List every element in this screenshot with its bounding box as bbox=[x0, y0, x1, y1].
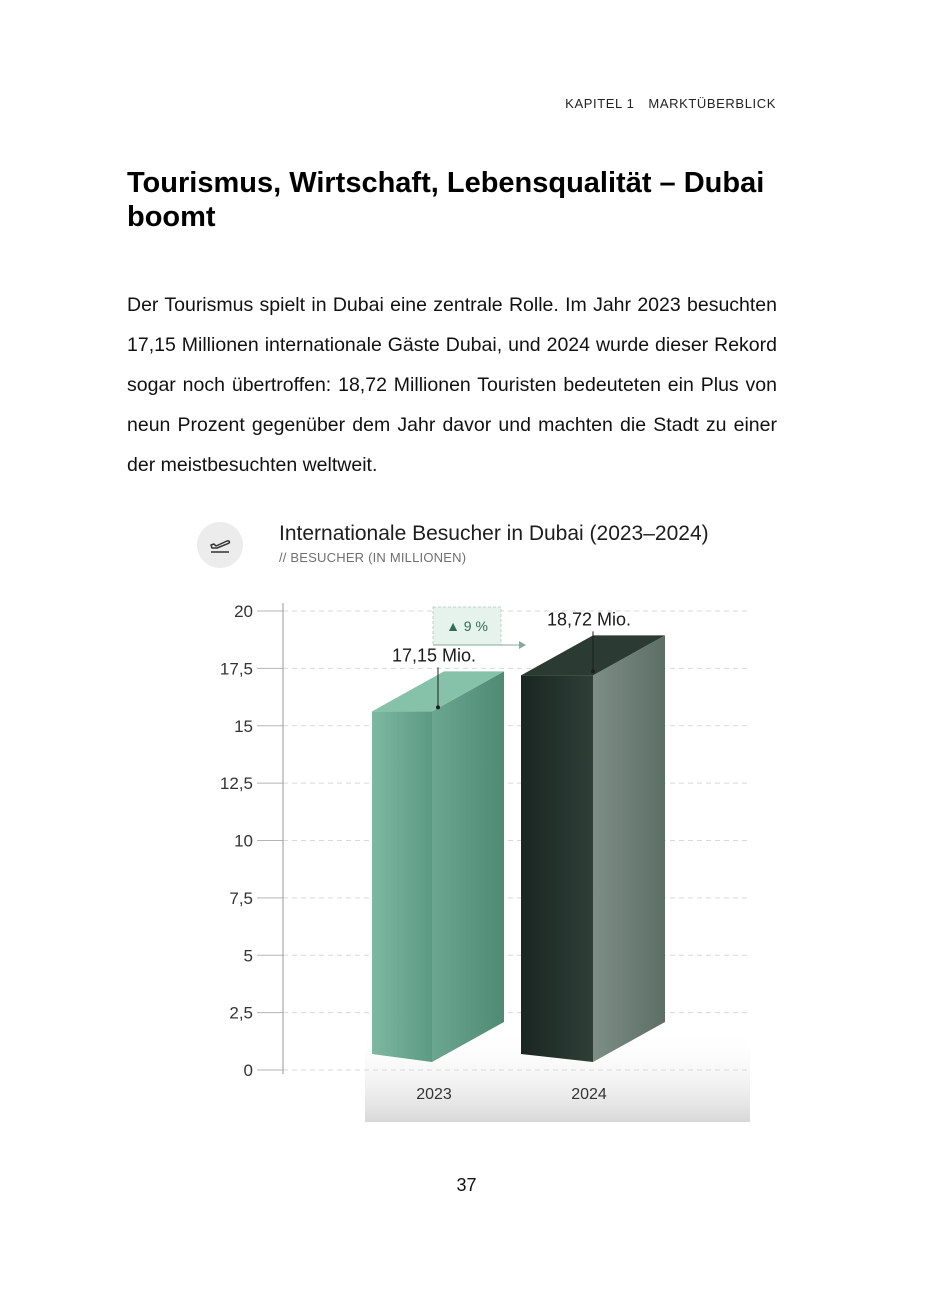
bar-2023 bbox=[372, 671, 504, 1062]
growth-label: ▲ 9 % bbox=[446, 618, 488, 634]
y-tick-label: 12,5 bbox=[219, 774, 253, 794]
bar-side-face bbox=[432, 671, 504, 1062]
bar-side-face bbox=[593, 635, 665, 1062]
visitor-chart-figure bbox=[195, 510, 755, 1122]
bar-front-face bbox=[521, 675, 593, 1062]
bar-2024 bbox=[521, 635, 665, 1062]
x-tick-label: 2023 bbox=[416, 1086, 452, 1103]
y-tick-label: 5 bbox=[243, 946, 253, 966]
y-tick-label: 7,5 bbox=[229, 888, 253, 908]
page-title: Tourismus, Wirtschaft, Lebensqualität – Dubai boomt bbox=[127, 167, 765, 233]
data-label: 18,72 Mio. bbox=[546, 609, 632, 630]
leader-dot bbox=[436, 705, 440, 709]
y-tick-label: 20 bbox=[234, 602, 253, 621]
bar-chart bbox=[195, 510, 755, 1122]
y-tick-label: 0 bbox=[243, 1061, 253, 1080]
section-label: MARKTÜBERBLICK bbox=[648, 96, 776, 111]
chapter-label: KAPITEL 1 bbox=[565, 96, 635, 111]
page-number: 37 bbox=[456, 1175, 477, 1195]
bar-front-face bbox=[372, 711, 432, 1062]
running-header bbox=[565, 96, 776, 111]
chart-title: Internationale Besucher in Dubai (2023–2024) bbox=[279, 522, 709, 545]
y-tick-label: 17,5 bbox=[219, 659, 253, 679]
data-label: 17,15 Mio. bbox=[391, 645, 477, 666]
y-tick-label: 10 bbox=[234, 831, 253, 851]
y-tick-label: 15 bbox=[234, 716, 253, 736]
body-paragraph: Der Tourismus spielt in Dubai eine zentrale Rolle. Im Jahr 2023 besuchten 17,15 Millionen internationale Gäste Dubai, und 2024 wurde dieser Rekord sogar noch übertroffen: 18,72 Millionen Touristen bedeuteten ein Plus von neun Prozent gegenüber dem Jahr davor und machten die Stadt zu einer der meistbesuchten weltweit. bbox=[127, 294, 777, 476]
growth-arrow-head bbox=[519, 641, 526, 649]
x-tick-label: 2024 bbox=[571, 1086, 607, 1103]
chart-subtitle: // BESUCHER (IN MILLIONEN) bbox=[279, 550, 467, 565]
y-tick-label: 2,5 bbox=[229, 1003, 253, 1023]
leader-dot bbox=[591, 669, 595, 673]
